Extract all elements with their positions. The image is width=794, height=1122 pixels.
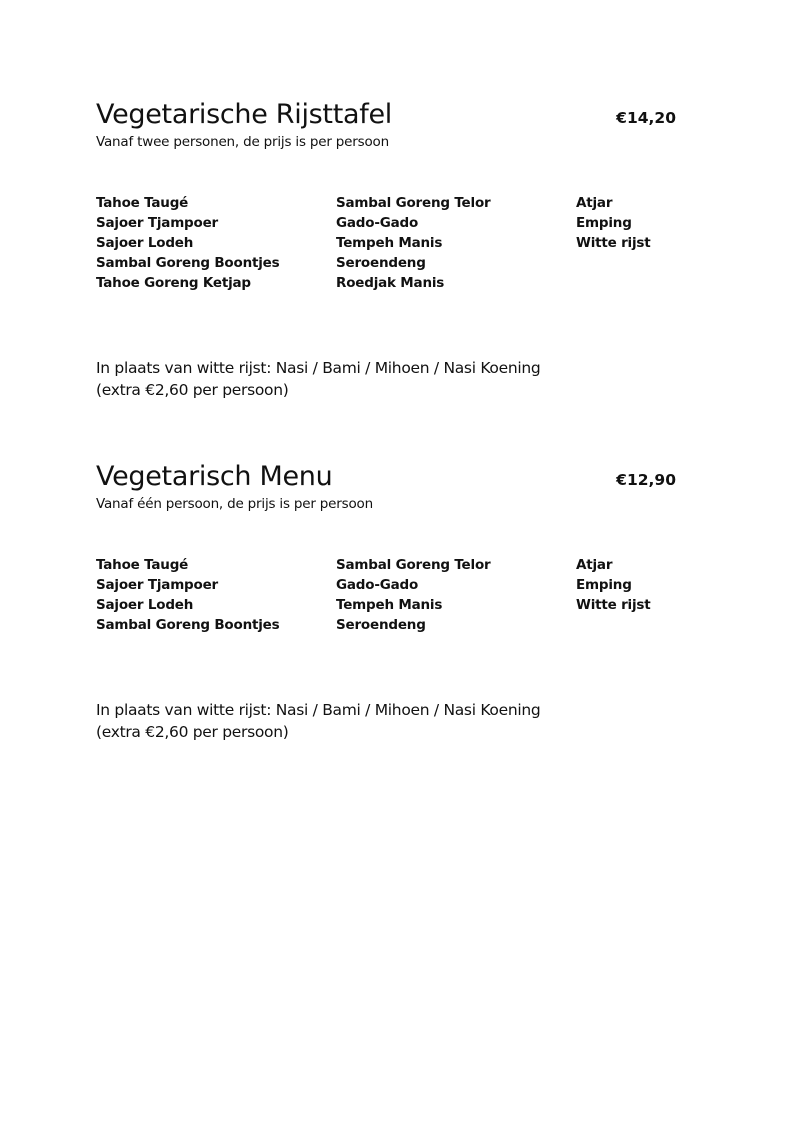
dish-item: Roedjak Manis (336, 275, 445, 291)
dish-column-3 (576, 555, 650, 615)
dish-item: Witte rijst (576, 235, 651, 251)
section-subtitle: Vanaf één persoon, de prijs is per persoon (96, 496, 373, 512)
dish-item: Atjar (576, 557, 613, 573)
note-line: In plaats van witte rijst: Nasi / Bami / Mihoen / Nasi Koening (96, 701, 541, 719)
rice-substitution-note (96, 357, 540, 401)
section-title: Vegetarische Rijsttafel (96, 99, 392, 130)
dish-item: Sajoer Tjampoer (96, 577, 219, 593)
dish-item: Tahoe Taugé (96, 557, 189, 573)
rice-substitution-note (96, 699, 540, 743)
dish-item: Sajoer Lodeh (96, 235, 194, 251)
dish-item: Gado-Gado (336, 577, 419, 593)
dish-item: Witte rijst (576, 597, 651, 613)
section-title: Vegetarisch Menu (96, 461, 333, 492)
dish-column-2 (336, 555, 490, 635)
dish-item: Sajoer Tjampoer (96, 215, 219, 231)
dish-column-1 (96, 193, 279, 293)
dish-item: Sambal Goreng Telor (336, 557, 491, 573)
dish-item: Sajoer Lodeh (96, 597, 194, 613)
note-line: In plaats van witte rijst: Nasi / Bami / Mihoen / Nasi Koening (96, 359, 541, 377)
note-line: (extra €2,60 per persoon) (96, 723, 289, 741)
section-subtitle: Vanaf twee personen, de prijs is per persoon (96, 134, 389, 150)
dish-item: Emping (576, 577, 632, 593)
dish-item: Seroendeng (336, 255, 426, 271)
dish-item: Atjar (576, 195, 613, 211)
section-price: €12,90 (616, 471, 676, 489)
dish-item: Sambal Goreng Boontjes (96, 617, 280, 633)
dish-item: Tahoe Taugé (96, 195, 189, 211)
dish-item: Sambal Goreng Telor (336, 195, 491, 211)
dish-column-1 (96, 555, 279, 635)
dish-item: Tempeh Manis (336, 597, 443, 613)
dish-item: Sambal Goreng Boontjes (96, 255, 280, 271)
dish-column-2 (336, 193, 490, 293)
note-line: (extra €2,60 per persoon) (96, 381, 289, 399)
dish-item: Tahoe Goreng Ketjap (96, 275, 251, 291)
dish-item: Emping (576, 215, 632, 231)
dish-column-3 (576, 193, 650, 253)
dish-item: Tempeh Manis (336, 235, 443, 251)
section-price: €14,20 (616, 109, 676, 127)
dish-item: Gado-Gado (336, 215, 419, 231)
dish-item: Seroendeng (336, 617, 426, 633)
